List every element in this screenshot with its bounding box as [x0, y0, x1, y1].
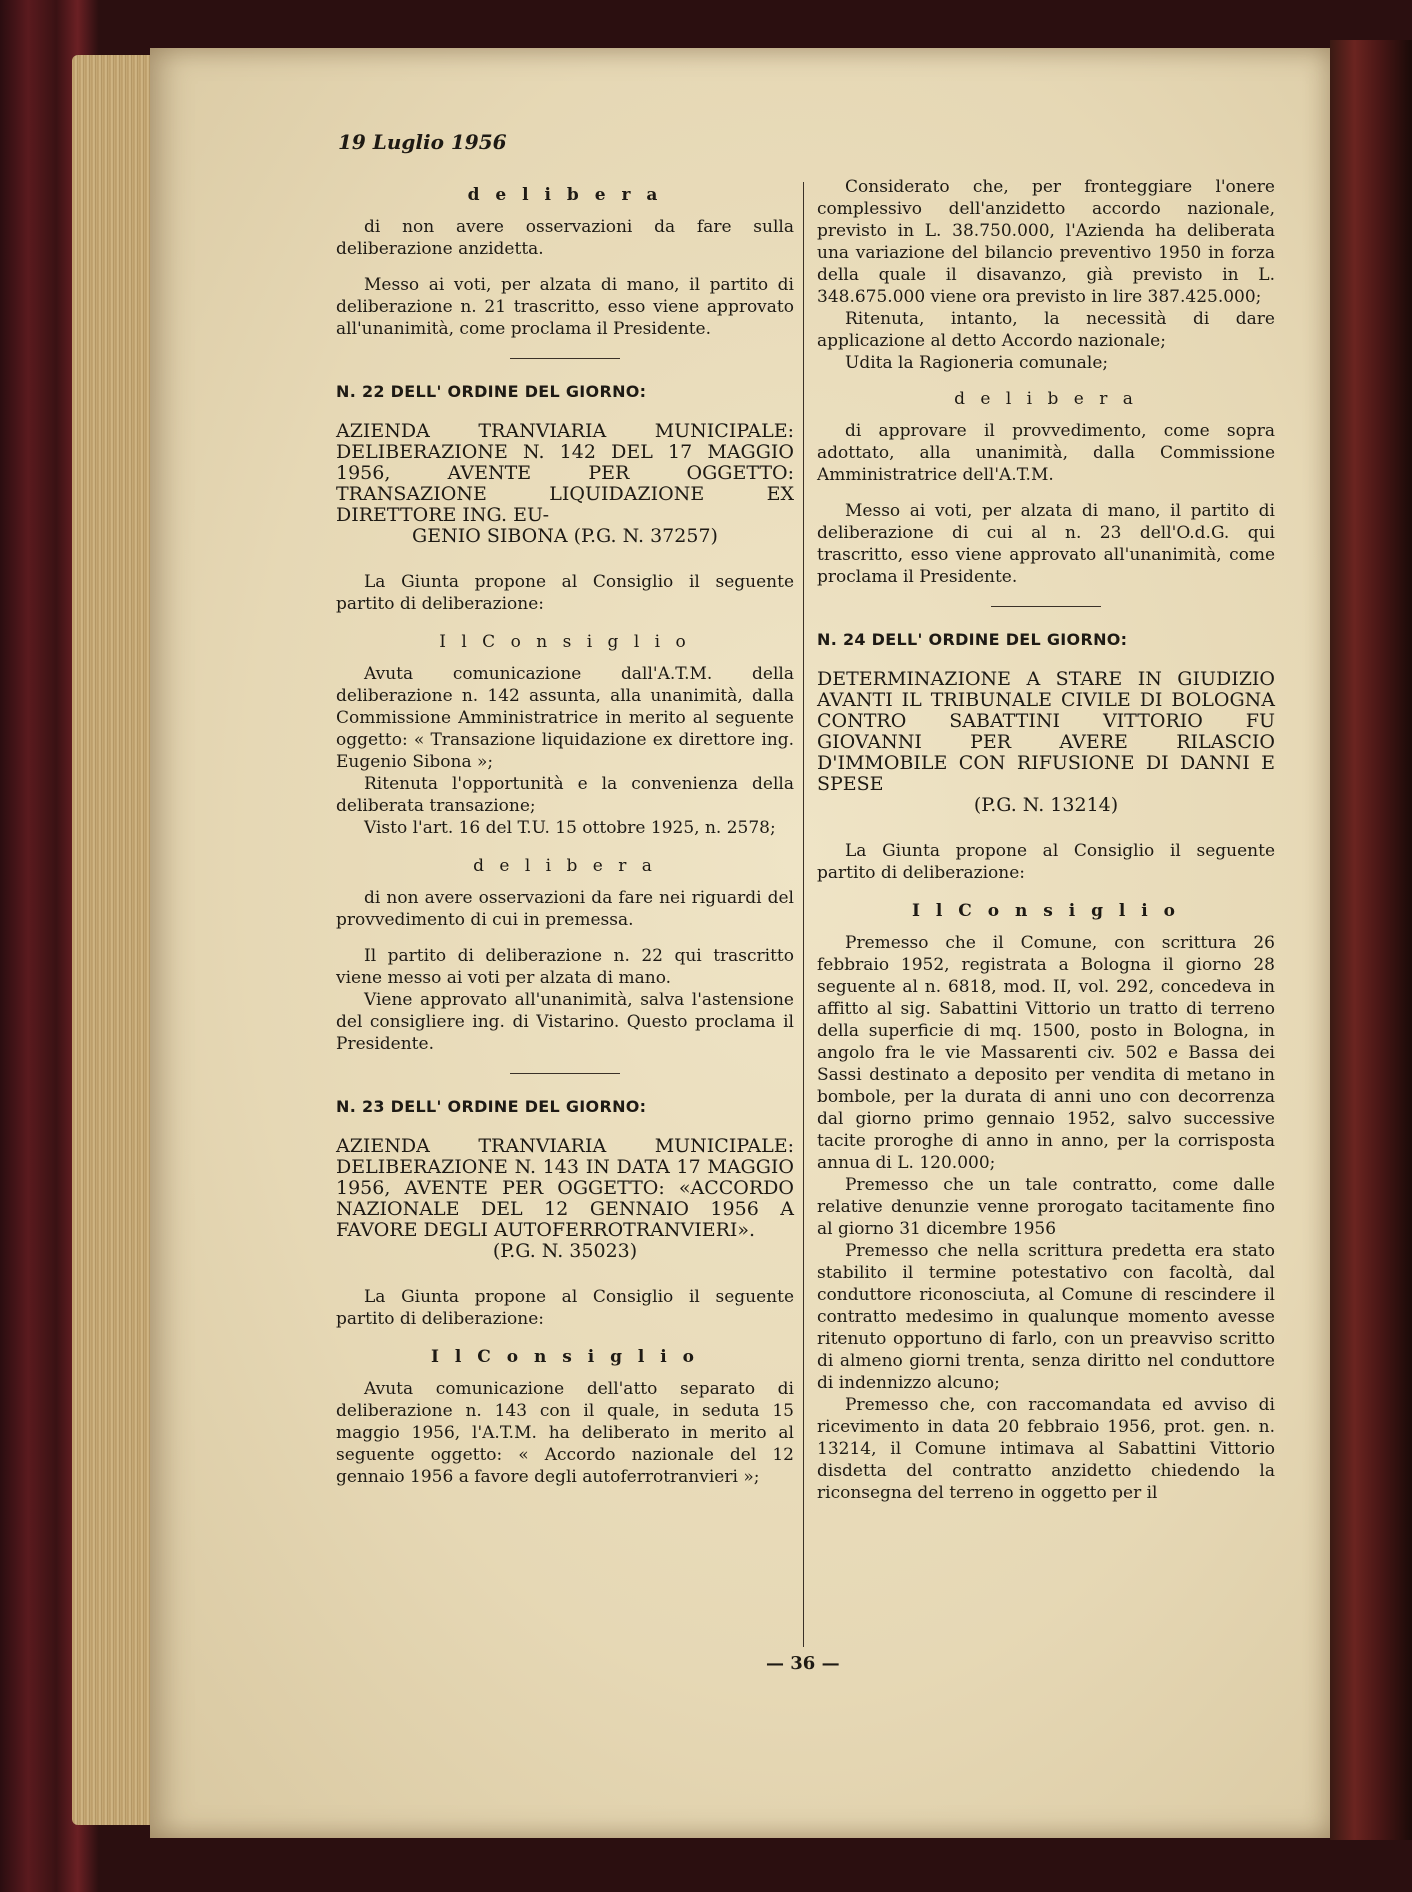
- subject-22: [336, 421, 794, 547]
- paragraph: Premesso che un tale contratto, come dalle relative denunzie venne prorogato tacitamente fino al giorno 31 dicembre 1956: [817, 1175, 1275, 1239]
- subject-23-body: AZIENDA TRANVIARIA MUNICIPALE: DELIBERAZIONE N. 143 IN DATA 17 MAGGIO 1956, AVENTE PER OGGETTO: «ACCORDO NAZIONALE DEL 12 GENNAIO 1956 A FAVORE DEGLI AUTOFERROTRANVIERI».: [336, 1135, 794, 1241]
- column-divider: [803, 182, 804, 1647]
- page-date: 19 Luglio 1956: [338, 130, 507, 154]
- order-heading-23: N. 23 DELL' ORDINE DEL GIORNO:: [336, 1097, 647, 1116]
- left-column: [336, 176, 794, 1488]
- paragraph: Visto l'art. 16 del T.U. 15 ottobre 1925, n. 2578;: [364, 818, 776, 838]
- right-column: [817, 176, 1275, 1504]
- delibera-heading: d e l i b e r a: [467, 185, 663, 205]
- page-edges: [72, 55, 162, 1825]
- order-heading-22: N. 22 DELL' ORDINE DEL GIORNO:: [336, 382, 647, 401]
- paragraph: Premesso che nella scrittura predetta era stato stabilito il termine potestativo con facoltà, dal conduttore riconosciuta, al Comune di rescindere il contratto medesimo in qualunque momento avesse ritenuto opportuno di farlo, con un preavviso scritto di almeno giorni trenta, senza diritto nel conduttore di indennizzo alcuno;: [817, 1241, 1275, 1393]
- subject-24: [817, 669, 1275, 816]
- paragraph: La Giunta propone al Consiglio il seguente partito di deliberazione:: [336, 1287, 794, 1329]
- delibera-heading: d e l i b e r a: [954, 389, 1138, 409]
- delibera-heading: d e l i b e r a: [473, 856, 657, 876]
- subject-24-last: (P.G. N. 13214): [973, 794, 1119, 816]
- paragraph: Messo ai voti, per alzata di mano, il partito di deliberazione n. 21 trascritto, esso viene approvato all'unanimità, come proclama il Presidente.: [336, 275, 794, 339]
- paragraph: Avuta comunicazione dell'atto separato di deliberazione n. 143 con il quale, in seduta 15 maggio 1956, l'A.T.M. ha deliberato in merito al seguente oggetto: « Accordo nazionale del 12 gennaio 1956 a favore degli autoferrotranvieri »;: [336, 1379, 794, 1487]
- paragraph: Messo ai voti, per alzata di mano, il partito di deliberazione di cui al n. 23 dell'O.d.G. qui trascritto, esso viene approvato all'unanimità, come proclama il Presidente.: [817, 501, 1275, 587]
- subject-24-body: DETERMINAZIONE A STARE IN GIUDIZIO AVANTI IL TRIBUNALE CIVILE DI BOLOGNA CONTRO SABATTINI VITTORIO FU GIOVANNI PER AVERE RILASCIO D'IMMOBILE CON RIFUSIONE DI DANNI E SPESE: [817, 668, 1275, 795]
- paragraph: Premesso che, con raccomandata ed avviso di ricevimento in data 20 febbraio 1956, prot. gen. n. 13214, il Comune intimava al Sabattini Vittorio disdetta del contratto anzidetto chiedendo la riconsegna del terreno in oggetto per il: [817, 1395, 1275, 1503]
- paragraph: La Giunta propone al Consiglio il seguente partito di deliberazione:: [817, 841, 1275, 883]
- paragraph: di non avere osservazioni da fare sulla deliberazione anzidetta.: [336, 217, 794, 259]
- section-rule: [991, 606, 1101, 607]
- binding-right: [1330, 40, 1412, 1840]
- paragraph: di approvare il provvedimento, come sopra adottato, alla unanimità, dalla Commissione Amministratrice dell'A.T.M.: [817, 421, 1275, 485]
- subject-23: [336, 1136, 794, 1262]
- paragraph: Udita la Ragioneria comunale;: [845, 353, 1109, 373]
- consiglio-heading: I l C o n s i g l i o: [439, 632, 691, 652]
- section-rule: [510, 1073, 620, 1074]
- paragraph: Ritenuta, intanto, la necessità di dare applicazione al detto Accordo nazionale;: [817, 309, 1275, 351]
- consiglio-heading: I l C o n s i g l i o: [431, 1347, 699, 1367]
- order-heading-24: N. 24 DELL' ORDINE DEL GIORNO:: [817, 630, 1128, 649]
- subject-23-last: (P.G. N. 35023): [492, 1240, 638, 1262]
- section-rule: [510, 358, 620, 359]
- paragraph: Premesso che il Comune, con scrittura 26 febbraio 1952, registrata a Bologna il giorno 28 seguente al n. 6818, mod. II, vol. 292, concedeva in affitto al sig. Sabattini Vittorio un tratto di terreno della superficie di mq. 1500, posto in Bologna, in angolo fra le vie Massarenti civ. 502 e Bassa dei Sassi destinato a deposito per vendita di metano in bombole, per la durata di anni uno con decorrenza dal giorno primo gennaio 1952, salvo successive tacite proroghe di anno in anno, per la corrisposta annua di L. 120.000;: [817, 933, 1275, 1173]
- paragraph: La Giunta propone al Consiglio il seguente partito di deliberazione:: [336, 572, 794, 614]
- paragraph: Considerato che, per fronteggiare l'onere complessivo dell'anzidetto accordo nazionale, previsto in L. 38.750.000, l'Azienda ha deliberata una variazione del bilancio preventivo 1950 in forza della quale il disavanzo, già previsto in L. 348.675.000 viene ora previsto in lire 387.425.000;: [817, 177, 1275, 307]
- paragraph: Ritenuta l'opportunità e la convenienza della deliberata transazione;: [336, 774, 794, 816]
- subject-22-last: GENIO SIBONA (P.G. N. 37257): [412, 525, 718, 547]
- subject-22-body: AZIENDA TRANVIARIA MUNICIPALE: DELIBERAZIONE N. 142 DEL 17 MAGGIO 1956, AVENTE PER OGGETTO: TRANSAZIONE LIQUIDAZIONE EX DIRETTORE ING. EU-: [336, 420, 794, 526]
- page-number: — 36 —: [766, 1653, 840, 1674]
- paragraph: Viene approvato all'unanimità, salva l'astensione del consigliere ing. di Vistarino. Questo proclama il Presidente.: [336, 990, 794, 1054]
- paragraph: di non avere osservazioni da fare nei riguardi del provvedimento di cui in premessa.: [336, 888, 794, 930]
- consiglio-heading: I l C o n s i g l i o: [912, 901, 1180, 921]
- paragraph: Il partito di deliberazione n. 22 qui trascritto viene messo ai voti per alzata di mano.: [336, 946, 794, 988]
- paragraph: Avuta comunicazione dall'A.T.M. della deliberazione n. 142 assunta, alla unanimità, dalla Commissione Amministratrice in merito al seguente oggetto: « Transazione liquidazione ex direttore ing. Eugenio Sibona »;: [336, 664, 794, 772]
